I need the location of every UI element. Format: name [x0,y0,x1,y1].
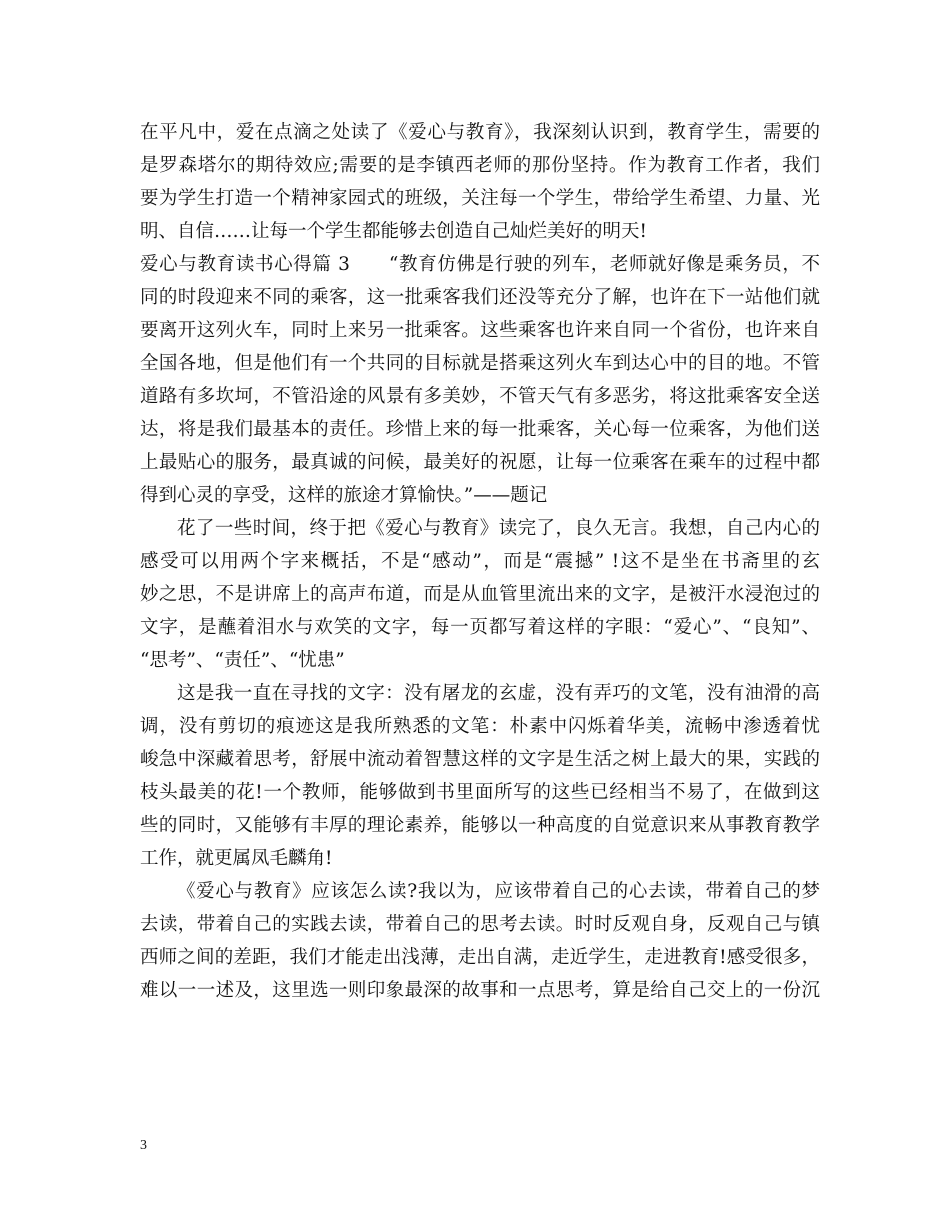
text-line: 些的同时，又能够有丰厚的理论素养，能够以一种高度的自觉意识来从事教育教学 [140,815,820,836]
text-line: 上最贴心的服务，最真诚的问候，最美好的祝愿，让每一位乘客在乘车的过程中都 [140,452,820,473]
text-line: 枝头最美的花!一个教师，能够做到书里面所写的这些已经相当不易了，在做到这 [140,782,820,803]
section-heading-line: 爱心与教育读书心得篇 3 “教育仿佛是行驶的列车，老师就好像是乘务员，不 [140,254,820,275]
text-line: 同的时段迎来不同的乘客，这一批乘客我们还没等充分了解，也许在下一站他们就 [140,287,820,308]
text-line: 难以一一述及，这里选一则印象最深的故事和一点思考，算是给自己交上的一份沉 [140,980,820,1001]
text-line: 全国各地，但是他们有一个共同的目标就是搭乘这列火车到达心中的目的地。不管 [140,353,820,374]
text-line: 去读，带着自己的实践去读，带着自己的思考去读。时时反观自身，反观自己与镇 [140,914,820,935]
paragraph-first-line: 《爱心与教育》应该怎么读?我以为，应该带着自己的心去读，带着自己的梦 [177,881,820,902]
text-line: 是罗森塔尔的期待效应;需要的是李镇西老师的那份坚持。作为教育工作者，我们 [140,155,820,176]
text-line: 道路有多坎坷，不管沿途的风景有多美妙，不管天气有多恶劣，将这批乘客安全送 [140,386,820,407]
text-line: 妙之思，不是讲席上的高声布道，而是从血管里流出来的文字，是被汗水浸泡过的 [140,584,820,605]
text-line: 达，将是我们最基本的责任。珍惜上来的每一批乘客，关心每一位乘客，为他们送 [140,419,820,440]
text-line: 要离开这列火车，同时上来另一批乘客。这些乘客也许来自同一个省份，也许来自 [140,320,820,341]
text-line: 西师之间的差距，我们才能走出浅薄，走出自满，走近学生，走进教育!感受很多， [140,947,820,968]
text-line: 峻急中深藏着思考，舒展中流动着智慧这样的文字是生活之树上最大的果，实践的 [140,749,820,770]
text-line: 感受可以用两个字来概括，不是“感动”，而是“震撼” !这不是坐在书斋里的玄 [140,551,820,572]
document-body [140,116,820,1007]
text-line: 得到心灵的享受，这样的旅途才算愉快。”——题记 [140,485,548,506]
paragraph-first-line: 花了一些时间，终于把《爱心与教育》读完了，良久无言。我想，自己内心的 [177,518,820,539]
text-line: 文字，是蘸着泪水与欢笑的文字，每一页都写着这样的字眼：“爱心”、“良知”、 [140,617,820,638]
text-line: 工作，就更属凤毛麟角! [140,848,333,869]
text-line: 调，没有剪切的痕迹这是我所熟悉的文笔：朴素中闪烁着华美，流畅中渗透着忧 [140,716,820,737]
text-line: 明、自信……让每一个学生都能够去创造自己灿烂美好的明天! [140,221,647,242]
paragraph-first-line: 这是我一直在寻找的文字：没有屠龙的玄虚，没有弄巧的文笔，没有油滑的高 [177,683,820,704]
text-line: “思考”、“责任”、“忧患” [140,650,345,671]
text-line: 要为学生打造一个精神家园式的班级，关注每一个学生，带给学生希望、力量、光 [140,188,820,209]
text-line: 在平凡中，爱在点滴之处读了《爱心与教育》，我深刻认识到，教育学生，需要的 [140,122,820,143]
page-number: 3 [140,1138,147,1153]
